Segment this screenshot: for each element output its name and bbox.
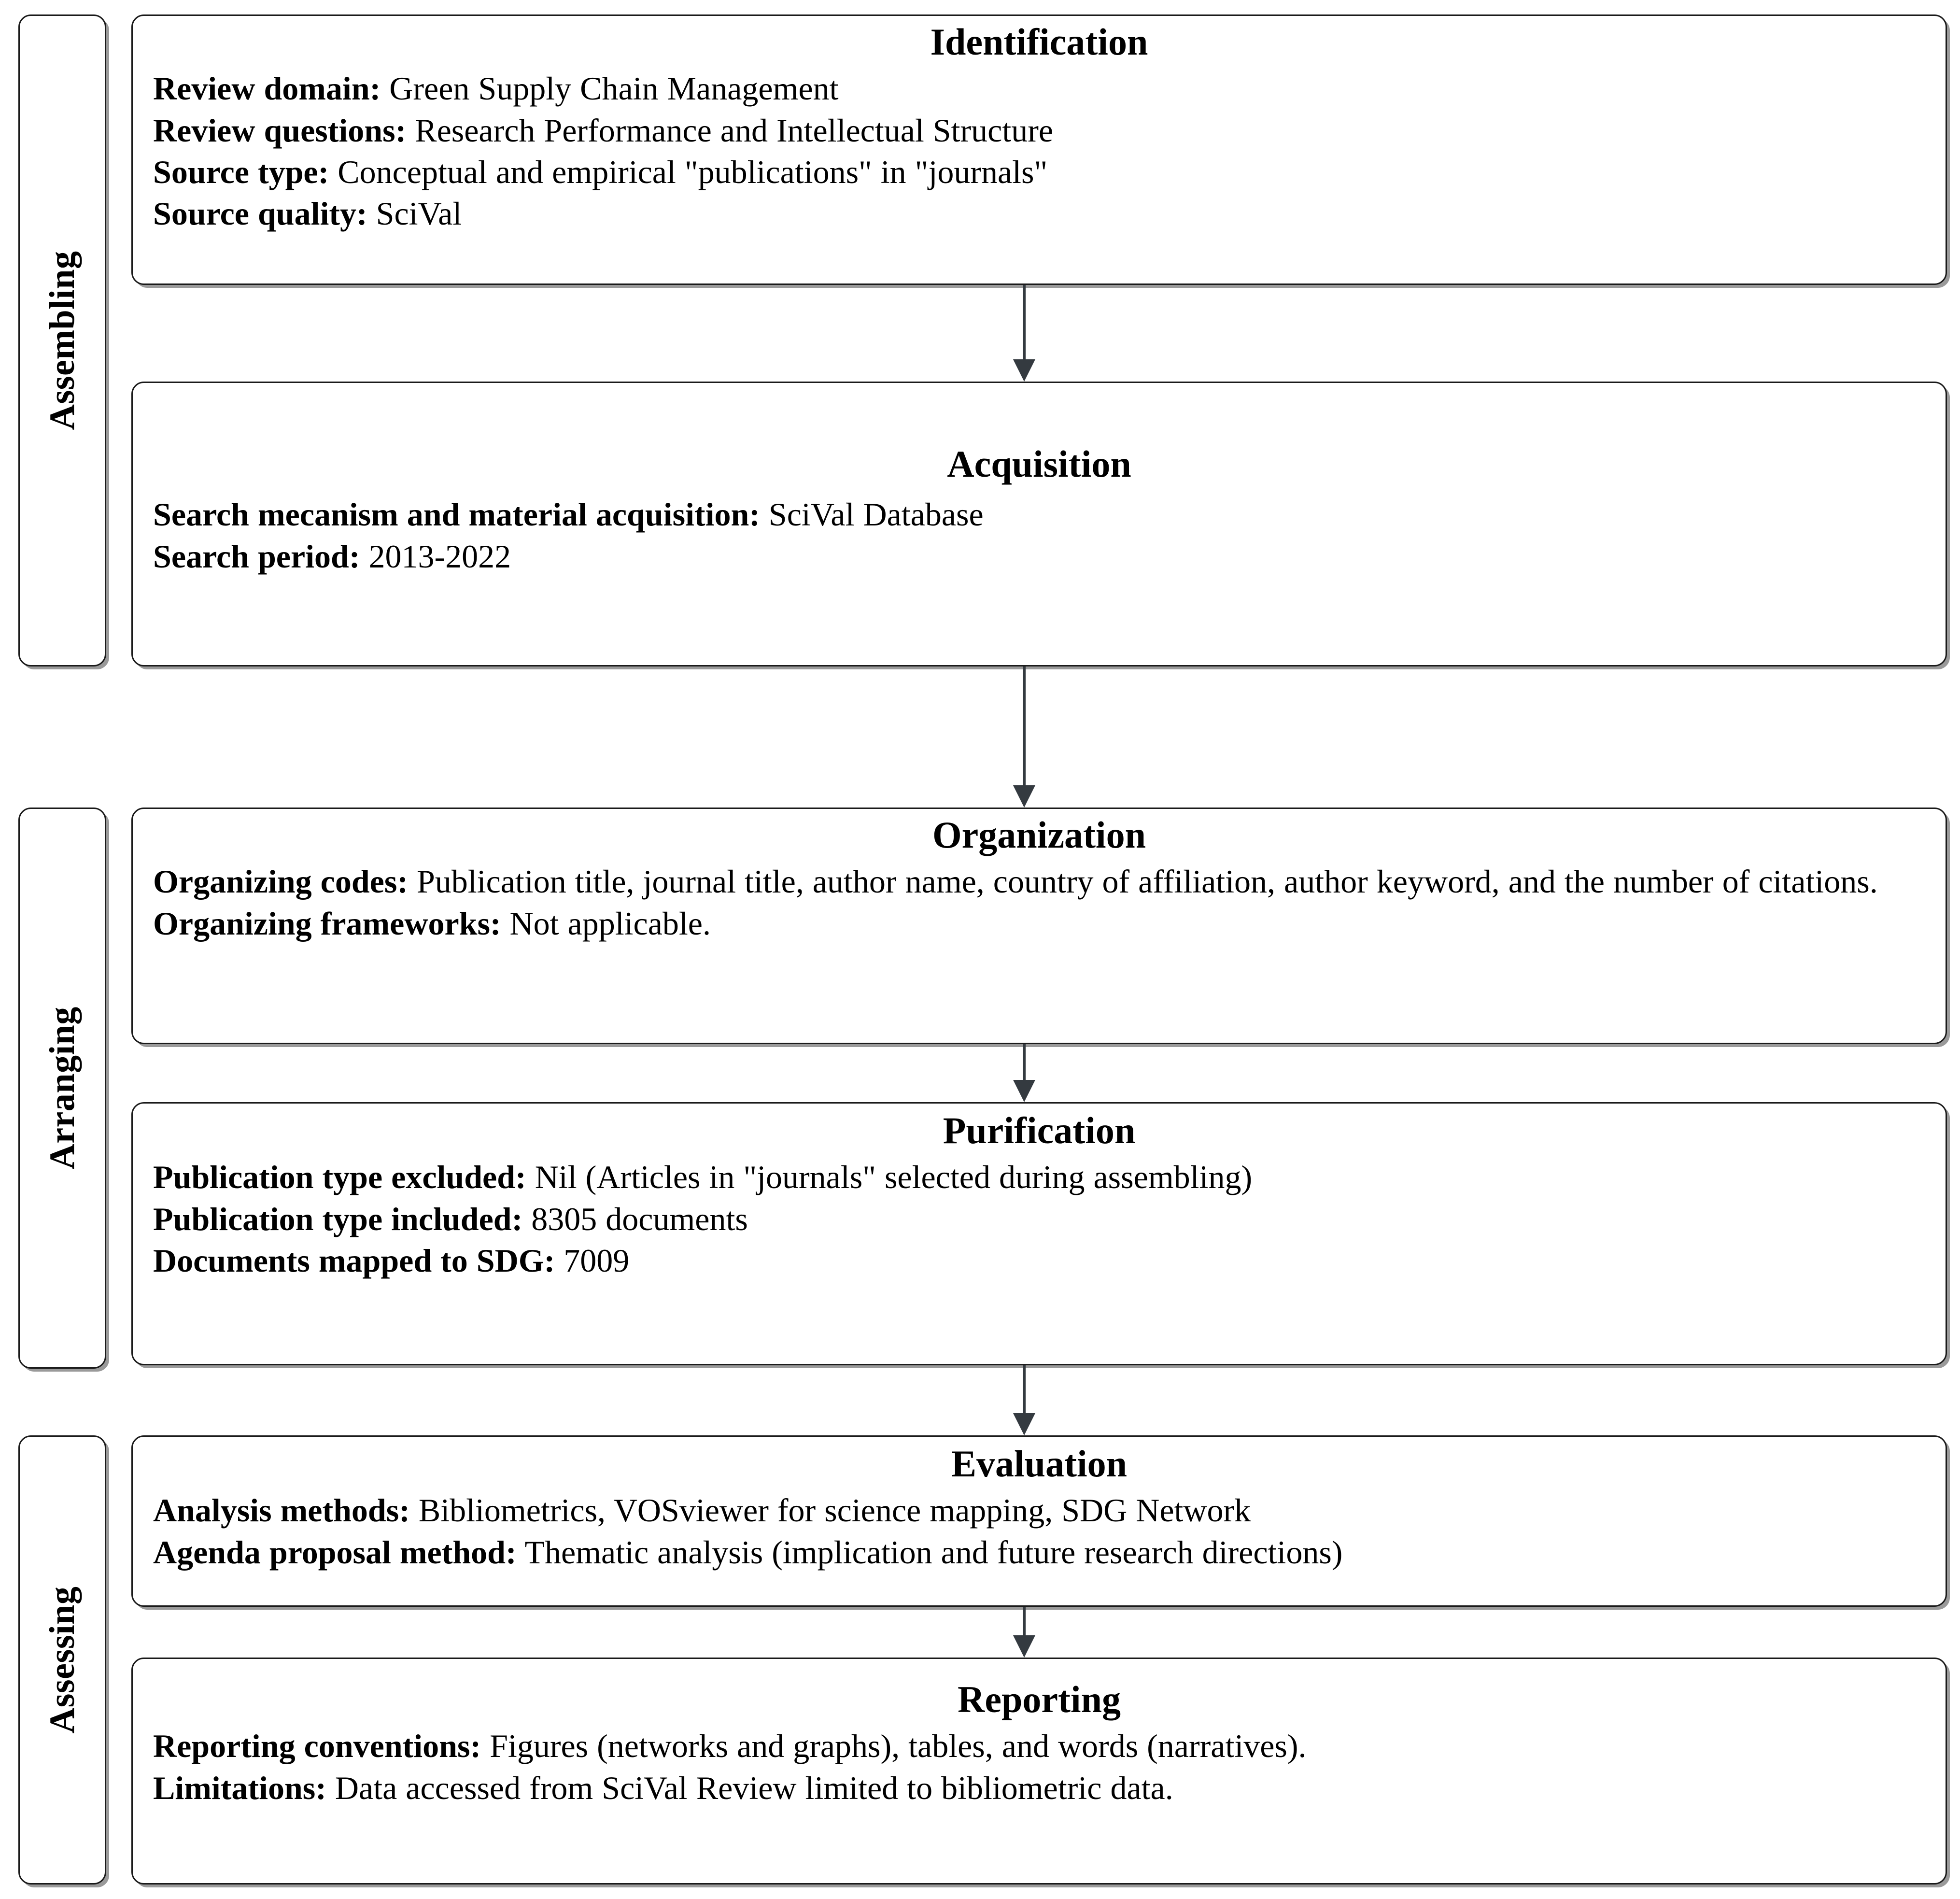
field-value: Data accessed from SciVal Review limited to bibliometric data. xyxy=(335,1769,1173,1806)
field-agenda-proposal-method xyxy=(153,1531,1925,1573)
field-label: Review domain: xyxy=(153,70,381,107)
field-value: Bibliometrics, VOSviewer for science mapping, SDG Network xyxy=(418,1492,1251,1529)
field-value: Green Supply Chain Management xyxy=(389,70,839,107)
field-label: Search mecanism and material acquisition: xyxy=(153,496,760,533)
arrow-head-icon xyxy=(1013,1080,1035,1102)
stage-label-assembling: Assembling xyxy=(42,251,82,430)
step-box-organization xyxy=(131,808,1947,1044)
field-label: Organizing frameworks: xyxy=(153,905,501,942)
field-label: Reporting conventions: xyxy=(153,1728,481,1765)
field-label: Source quality: xyxy=(153,195,367,232)
step-title-identification: Identification xyxy=(930,21,1148,63)
stage-rail-assembling xyxy=(18,14,106,666)
step-body-identification xyxy=(133,63,1946,234)
step-box-identification xyxy=(131,14,1947,285)
field-label: Review questions: xyxy=(153,112,407,149)
arrow-head-icon xyxy=(1013,1635,1035,1658)
step-body-acquisition xyxy=(133,485,1946,577)
field-value: 2013-2022 xyxy=(368,538,511,575)
field-value: Conceptual and empirical "publications" in "journals" xyxy=(338,154,1048,191)
field-publication-type-excluded xyxy=(153,1156,1925,1198)
field-label: Agenda proposal method: xyxy=(153,1533,517,1571)
field-label: Publication type excluded: xyxy=(153,1159,526,1196)
field-search-period xyxy=(153,536,1925,577)
connector-arrow-purification-to-evaluation xyxy=(1010,1365,1039,1435)
field-organizing-frameworks xyxy=(153,903,1925,944)
stage-rail-assessing xyxy=(18,1435,106,1885)
field-analysis-methods xyxy=(153,1489,1925,1531)
field-value: Figures (networks and graphs), tables, and words (narratives). xyxy=(490,1728,1307,1765)
step-box-acquisition xyxy=(131,382,1947,666)
field-label: Source type: xyxy=(153,154,329,191)
field-value: Publication title, journal title, author name, country of affiliation, author keyword, and the number of citations. xyxy=(416,863,1878,900)
step-title-purification: Purification xyxy=(943,1109,1136,1151)
field-value: Nil (Articles in "journals" selected during assembling) xyxy=(535,1159,1253,1196)
step-title-reporting: Reporting xyxy=(958,1678,1121,1720)
arrow-shaft xyxy=(1023,1607,1026,1635)
field-documents-mapped-to-sdg xyxy=(153,1240,1925,1281)
stage-label-arranging: Arranging xyxy=(42,1006,82,1170)
field-value: Thematic analysis (implication and future research directions) xyxy=(524,1533,1343,1571)
connector-arrow-acquisition-to-organization xyxy=(1010,666,1039,808)
field-value: Not applicable. xyxy=(509,905,711,942)
step-body-reporting xyxy=(133,1720,1946,1809)
step-body-organization xyxy=(133,856,1946,944)
field-value: SciVal xyxy=(376,195,462,232)
field-label: Documents mapped to SDG: xyxy=(153,1242,555,1279)
field-reporting-conventions xyxy=(153,1725,1925,1767)
field-label: Organizing codes: xyxy=(153,863,408,900)
connector-arrow-organization-to-purification xyxy=(1010,1044,1039,1102)
field-label: Analysis methods: xyxy=(153,1492,410,1529)
field-label: Limitations: xyxy=(153,1769,326,1806)
stage-label-assessing: Assessing xyxy=(42,1586,82,1734)
arrow-shaft xyxy=(1023,1365,1026,1413)
step-title-organization: Organization xyxy=(932,814,1146,856)
arrow-head-icon xyxy=(1013,785,1035,808)
field-label: Publication type included: xyxy=(153,1200,523,1237)
arrow-head-icon xyxy=(1013,1413,1035,1435)
arrow-shaft xyxy=(1023,1044,1026,1080)
arrow-shaft xyxy=(1023,666,1026,785)
step-title-acquisition: Acquisition xyxy=(947,443,1131,485)
field-search-mecanism xyxy=(153,494,1925,535)
connector-arrow-identification-to-acquisition xyxy=(1010,285,1039,382)
step-title-evaluation: Evaluation xyxy=(951,1443,1128,1485)
field-source-quality xyxy=(153,193,1925,234)
step-box-reporting xyxy=(131,1658,1947,1885)
step-body-evaluation xyxy=(133,1485,1946,1573)
field-review-questions xyxy=(153,110,1925,151)
field-label: Search period: xyxy=(153,538,360,575)
field-value: 7009 xyxy=(564,1242,630,1279)
step-box-purification xyxy=(131,1102,1947,1365)
connector-arrow-evaluation-to-reporting xyxy=(1010,1607,1039,1658)
step-body-purification xyxy=(133,1151,1946,1281)
field-value: SciVal Database xyxy=(768,496,984,533)
field-value: Research Performance and Intellectual Structure xyxy=(415,112,1054,149)
stage-rail-arranging xyxy=(18,808,106,1369)
field-publication-type-included xyxy=(153,1198,1925,1240)
field-organizing-codes xyxy=(153,861,1925,902)
field-review-domain xyxy=(153,68,1925,109)
field-source-type xyxy=(153,151,1925,193)
arrow-shaft xyxy=(1023,285,1026,359)
step-box-evaluation xyxy=(131,1435,1947,1607)
field-value: 8305 documents xyxy=(531,1200,748,1237)
field-limitations xyxy=(153,1767,1925,1809)
arrow-head-icon xyxy=(1013,359,1035,382)
